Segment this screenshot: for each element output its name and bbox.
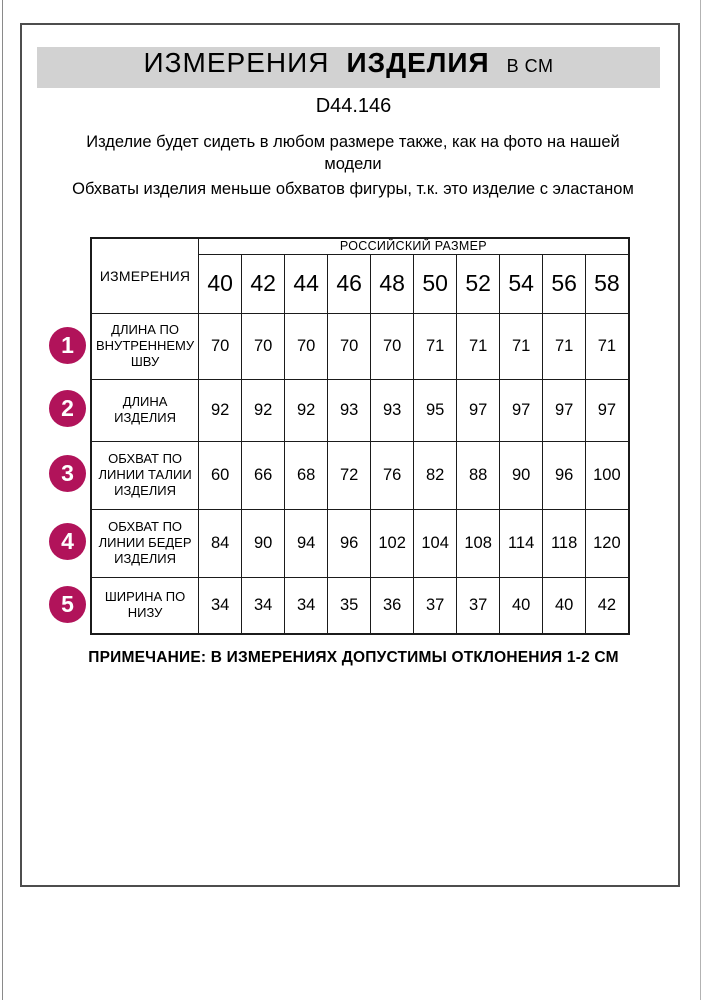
measurement-cell: 95 <box>414 379 457 441</box>
page-right-edge-line <box>700 0 701 1000</box>
measurement-cell: 71 <box>500 313 543 379</box>
table-row <box>91 379 629 441</box>
size-col-header: 52 <box>457 254 500 313</box>
measurement-cell: 102 <box>371 509 414 577</box>
intro-paragraph-elastane: Обхваты изделия меньше обхватов фигуры, т.к. это изделие с эластаном <box>72 180 634 198</box>
size-col-header: 46 <box>328 254 371 313</box>
size-col-header: 56 <box>543 254 586 313</box>
measurement-cell: 37 <box>457 577 500 634</box>
row-label: ШИРИНА ПО НИЗУ <box>91 577 199 634</box>
size-col-header: 54 <box>500 254 543 313</box>
measurement-cell: 34 <box>285 577 328 634</box>
table-row <box>91 441 629 509</box>
title-word-measurements: ИЗМЕРЕНИЯ <box>143 47 330 78</box>
row-label: ДЛИНА ИЗДЕЛИЯ <box>91 379 199 441</box>
measurement-cell: 97 <box>586 379 629 441</box>
measurement-cell: 66 <box>242 441 285 509</box>
measurement-cell: 34 <box>199 577 242 634</box>
measurement-cell: 92 <box>285 379 328 441</box>
row-number-badge-5: 5 <box>49 586 86 623</box>
table-row <box>91 509 629 577</box>
row-number-badge-1: 1 <box>49 327 86 364</box>
measurement-cell: 90 <box>500 441 543 509</box>
row-number-badge-2: 2 <box>49 390 86 427</box>
measurement-cell: 114 <box>500 509 543 577</box>
size-col-header: 44 <box>285 254 328 313</box>
measurement-cell: 92 <box>199 379 242 441</box>
tolerance-note: ПРИМЕЧАНИЕ: В ИЗМЕРЕНИЯХ ДОПУСТИМЫ ОТКЛОНЕНИЯ 1-2 СМ <box>88 649 619 666</box>
row-label: ДЛИНА ПО ВНУТРЕННЕМУ ШВУ <box>91 313 199 379</box>
measurement-cell: 118 <box>543 509 586 577</box>
corner-header-cell: ИЗМЕРЕНИЯ <box>91 238 199 313</box>
measurement-cell: 93 <box>371 379 414 441</box>
size-measurements-table <box>90 237 630 635</box>
measurement-cell: 97 <box>543 379 586 441</box>
measurement-cell: 34 <box>242 577 285 634</box>
row-label: ОБХВАТ ПО ЛИНИИ ТАЛИИ ИЗДЕЛИЯ <box>91 441 199 509</box>
size-col-header: 42 <box>242 254 285 313</box>
measurement-cell: 71 <box>457 313 500 379</box>
measurement-cell: 100 <box>586 441 629 509</box>
measurement-cell: 71 <box>586 313 629 379</box>
row-label: ОБХВАТ ПО ЛИНИИ БЕДЕР ИЗДЕЛИЯ <box>91 509 199 577</box>
page-left-edge-line <box>2 0 3 1000</box>
measurement-cell: 70 <box>242 313 285 379</box>
measurement-cell: 40 <box>500 577 543 634</box>
measurement-cell: 37 <box>414 577 457 634</box>
size-col-header: 48 <box>371 254 414 313</box>
measurement-cell: 82 <box>414 441 457 509</box>
measurement-cell: 60 <box>199 441 242 509</box>
measurement-cell: 36 <box>371 577 414 634</box>
row-number-badge-3: 3 <box>49 455 86 492</box>
measurement-cell: 94 <box>285 509 328 577</box>
measurement-cell: 71 <box>543 313 586 379</box>
measurement-cell: 97 <box>500 379 543 441</box>
table-row <box>91 238 629 254</box>
measurement-cell: 90 <box>242 509 285 577</box>
measurement-cell: 70 <box>328 313 371 379</box>
size-col-header: 50 <box>414 254 457 313</box>
size-col-header: 58 <box>586 254 629 313</box>
measurement-cell: 71 <box>414 313 457 379</box>
measurement-cell: 88 <box>457 441 500 509</box>
measurement-cell: 97 <box>457 379 500 441</box>
intro-paragraph-fit: Изделие будет сидеть в любом размере также, как на фото на нашей модели <box>86 133 620 173</box>
row-number-badge-4: 4 <box>49 523 86 560</box>
measurement-cell: 120 <box>586 509 629 577</box>
table-row <box>91 313 629 379</box>
measurement-cell: 70 <box>371 313 414 379</box>
measurement-cell: 70 <box>199 313 242 379</box>
measurement-cell: 76 <box>371 441 414 509</box>
measurement-cell: 70 <box>285 313 328 379</box>
model-code: D44.146 <box>315 95 392 117</box>
measurement-cell: 84 <box>199 509 242 577</box>
measurement-cell: 92 <box>242 379 285 441</box>
measurement-cell: 93 <box>328 379 371 441</box>
measurement-cell: 40 <box>543 577 586 634</box>
measurement-cell: 72 <box>328 441 371 509</box>
measurement-cell: 42 <box>586 577 629 634</box>
measurement-cell: 35 <box>328 577 371 634</box>
table-row <box>91 577 629 634</box>
russian-size-header-cell: РОССИЙСКИЙ РАЗМЕР <box>199 238 629 254</box>
measurement-cell: 96 <box>543 441 586 509</box>
measurement-cell: 68 <box>285 441 328 509</box>
title-word-product: ИЗДЕЛИЯ <box>346 47 490 78</box>
measurement-cell: 96 <box>328 509 371 577</box>
measurement-cell: 108 <box>457 509 500 577</box>
title-unit-cm: В СМ <box>506 56 554 76</box>
title-band <box>37 47 660 88</box>
measurement-cell: 104 <box>414 509 457 577</box>
size-col-header: 40 <box>199 254 242 313</box>
